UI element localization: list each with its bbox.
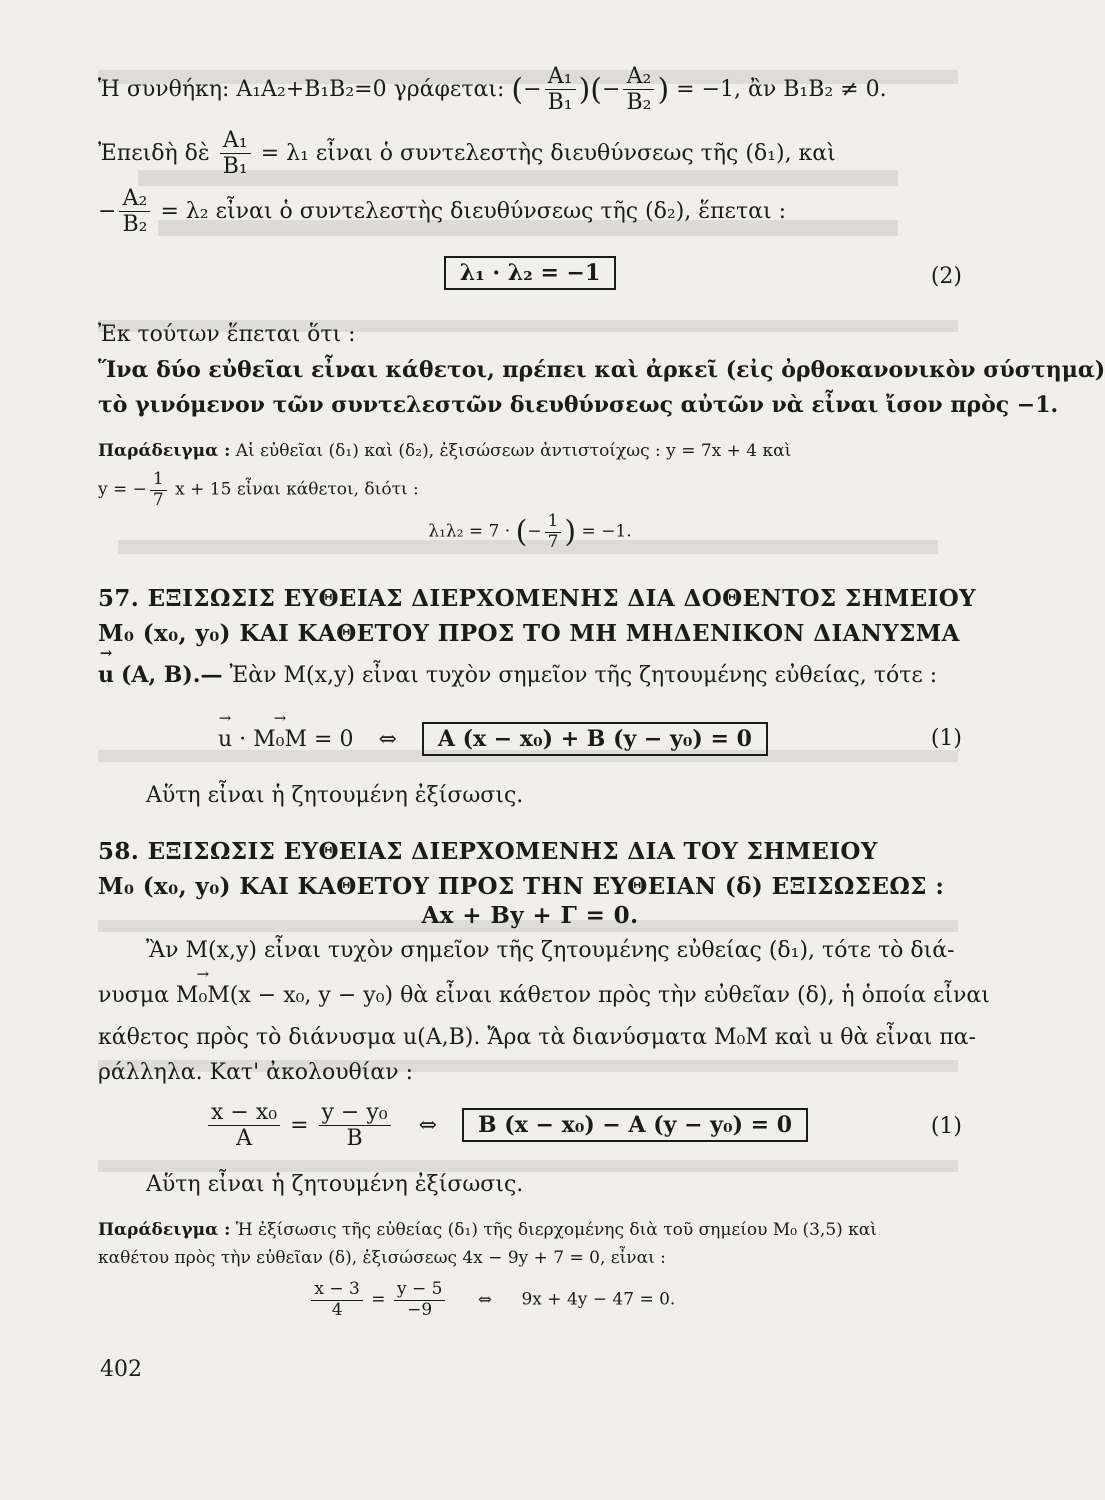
section-58-equation: $\frac{\text{x − x₀}}{A}$ = $\frac{\text{y − y₀}}{B}$ ⇔ B (x − x₀) − A (y − y₀) = 0 (1) bbox=[98, 1100, 962, 1152]
section-58-para-line-3: κάθετος πρὸς τὸ διάνυσμα u(A,B). Ἄρα τὰ διανύσματα M₀M καὶ u θὰ εἶναι πα- bbox=[98, 1025, 976, 1050]
equation-number-57: (1) bbox=[930, 726, 962, 751]
section-58-heading-line-3: Ax + By + Γ = 0. bbox=[421, 902, 639, 929]
fraction-y-minus-5: $\frac{y - 5}{-9}$ bbox=[394, 1280, 445, 1320]
fraction-a2-b2: $\frac{\text{A₂}}{\text{B₂}}$ bbox=[623, 64, 654, 116]
consequence-line: Ἐκ τούτων ἕπεται ὅτι : bbox=[98, 322, 356, 347]
iff-symbol-58: ⇔ bbox=[418, 1112, 438, 1138]
fraction-a1-b1: $\frac{\text{A₁}}{\text{B₁}}$ bbox=[545, 64, 576, 116]
vector-m0m-58: → M₀M bbox=[176, 983, 230, 1008]
example-2-result: 9x + 4y − 47 = 0. bbox=[521, 1289, 676, 1310]
fraction-a2-b2-slope: $\frac{\text{A₂}}{\text{B₂}}$ bbox=[119, 186, 150, 238]
example-label: Παράδειγμα : bbox=[98, 441, 231, 461]
condition-text: Ἡ συνθήκη: A₁A₂+B₁B₂=0 γράφεται: bbox=[98, 76, 505, 102]
slope-lambda2-line: − $\frac{\text{A₂}}{\text{B₂}}$ = λ₂ εἶναι ὁ συντελεστὴς διευθύνσεως τῆς (δ₂), ἕπεται : bbox=[98, 186, 786, 238]
example-2-line-1: Παράδειγμα : Ἡ ἐξίσωσις τῆς εὐθείας (δ₁) τῆς διερχομένης διὰ τοῦ σημείου M₀ (3,5) καὶ bbox=[98, 1220, 877, 1240]
example-2-equation: $\frac{x - 3}{4}$ = $\frac{y - 5}{-9}$ ⇔ 9x + 4y − 47 = 0. bbox=[98, 1280, 962, 1320]
section-57-intro: → u (A, B).— Ἐὰν M(x,y) εἶναι τυχὸν σημεῖον τῆς ζητουμένης εὐθείας, τότε : bbox=[98, 662, 962, 688]
section-57-heading-line-2: M₀ (x₀, y₀) ΚΑΙ ΚΑΘΕΤΟΥ ΠΡΟΣ ΤΟ ΜΗ ΜΗΔΕΝΙΚΟΝ ΔΙΑΝΥΣΜΑ bbox=[98, 620, 960, 647]
section-58-heading-line-2: M₀ (x₀, y₀) ΚΑΙ ΚΑΘΕΤΟΥ ΠΡΟΣ ΤΗΝ ΕΥΘΕΙΑΝ (δ) ΕΞΙΣΩΣΕΩΣ : bbox=[98, 873, 945, 900]
condition-line: Ἡ συνθήκη: A₁A₂+B₁B₂=0 γράφεται: (− $\frac{\text{A₁}}{\text{B₁}}$ )(− $\frac{\text{A₂}}{\text{B₂}}$ ) = −1, ἂν B₁B₂ ≠ 0. bbox=[98, 64, 887, 116]
fraction-one-seventh: $\frac{1}{7}$ bbox=[150, 470, 167, 510]
boxed-equation-lambda-product: λ₁ · λ₂ = −1 bbox=[444, 256, 617, 290]
iff-symbol-ex2: ⇔ bbox=[477, 1289, 493, 1310]
slope-lambda1-line: Ἐπειδὴ δὲ $\frac{\text{A₁}}{\text{B₁}}$ = λ₁ εἶναι ὁ συντελεστὴς διευθύνσεως τῆς (δ₁), καὶ bbox=[98, 128, 836, 180]
page-number: 402 bbox=[100, 1357, 142, 1382]
boxed-equation-57: A (x − x₀) + B (y − y₀) = 0 bbox=[422, 722, 768, 756]
example-2-label: Παράδειγμα : bbox=[98, 1220, 231, 1240]
fraction-x-over-a: $\frac{\text{x − x₀}}{A}$ bbox=[208, 1100, 280, 1152]
equation-2 bbox=[98, 256, 962, 290]
fraction-one-seventh-calc: $\frac{1}{7}$ bbox=[545, 512, 562, 552]
vector-u: → u bbox=[98, 662, 114, 688]
section-58-heading-line-1: 58. ΕΞΙΣΩΣΙΣ ΕΥΘΕΙΑΣ ΔΙΕΡΧΟΜΕΝΗΣ ΔΙΑ ΤΟΥ ΣΗΜΕΙΟΥ bbox=[98, 838, 878, 865]
condition-result: = −1, ἂν B₁B₂ ≠ 0. bbox=[676, 76, 887, 102]
equation-number-58: (1) bbox=[930, 1114, 962, 1139]
boxed-equation-58: B (x − x₀) − A (y − y₀) = 0 bbox=[462, 1108, 808, 1142]
example-1-line-2: y = − $\frac{1}{7}$ x + 15 εἶναι κάθετοι, διότι : bbox=[98, 469, 419, 510]
section-58-para-line-2: νυσμα → M₀M(x − x₀, y − y₀) θὰ εἶναι κάθετον πρὸς τὴν εὐθεῖαν (δ), ἡ ὁποία εἶναι bbox=[98, 983, 962, 1008]
theorem-line-2: τὸ γινόμενον τῶν συντελεστῶν διευθύνσεως αὐτῶν νὰ εἶναι ἴσον πρὸς −1. bbox=[98, 392, 1059, 418]
open-paren: ( bbox=[511, 72, 524, 108]
section-58-para-line-4: ράλληλα. Κατ' ἀκολουθίαν : bbox=[98, 1060, 414, 1085]
section-57-heading-line-1: 57. ΕΞΙΣΩΣΙΣ ΕΥΘΕΙΑΣ ΔΙΕΡΧΟΜΕΝΗΣ ΔΙΑ ΔΟΘΕΝΤΟΣ ΣΗΜΕΙΟΥ bbox=[98, 585, 976, 612]
fraction-a1-b1-slope: $\frac{\text{A₁}}{\text{B₁}}$ bbox=[220, 128, 251, 180]
section-57-equation: → u · → M₀M = 0 ⇔ A (x − x₀) + B (y − y₀) = 0 (1) bbox=[98, 722, 962, 756]
example-1-calculation: λ₁λ₂ = 7 · (− $\frac{1}{7}$ ) = −1. bbox=[428, 511, 632, 552]
example-2-line-2: καθέτου πρὸς τὴν εὐθεῖαν (δ), ἐξισώσεως 4x − 9y + 7 = 0, εἶναι : bbox=[98, 1248, 666, 1268]
section-58-conclusion: Αὕτη εἶναι ἡ ζητουμένη ἐξίσωσις. bbox=[146, 1172, 524, 1197]
example-1-line-1: Παράδειγμα : Αἱ εὐθεῖαι (δ₁) καὶ (δ₂), ἐξισώσεων ἀντιστοίχως : y = 7x + 4 καὶ bbox=[98, 441, 792, 461]
iff-symbol: ⇔ bbox=[378, 727, 397, 752]
fraction-y-over-b: $\frac{\text{y − y₀}}{B}$ bbox=[319, 1100, 391, 1152]
section-58-para-line-1: Ἂν M(x,y) εἶναι τυχὸν σημεῖον τῆς ζητουμένης εὐθείας (δ₁), τότε τὸ διά- bbox=[146, 938, 955, 963]
vector-u-dot: → u bbox=[218, 727, 232, 752]
section-57-conclusion: Αὕτη εἶναι ἡ ζητουμένη ἐξίσωσις. bbox=[146, 783, 524, 808]
fraction-x-minus-3: $\frac{x - 3}{4}$ bbox=[311, 1280, 362, 1320]
equation-number-2: (2) bbox=[930, 264, 962, 289]
theorem-line-1: Ἵνα δύο εὐθεῖαι εἶναι κάθετοι, πρέπει καὶ ἀρκεῖ (εἰς ὀρθοκανονικὸν σύστημα) bbox=[98, 357, 1105, 383]
vector-m0m: → M₀M bbox=[253, 727, 307, 752]
